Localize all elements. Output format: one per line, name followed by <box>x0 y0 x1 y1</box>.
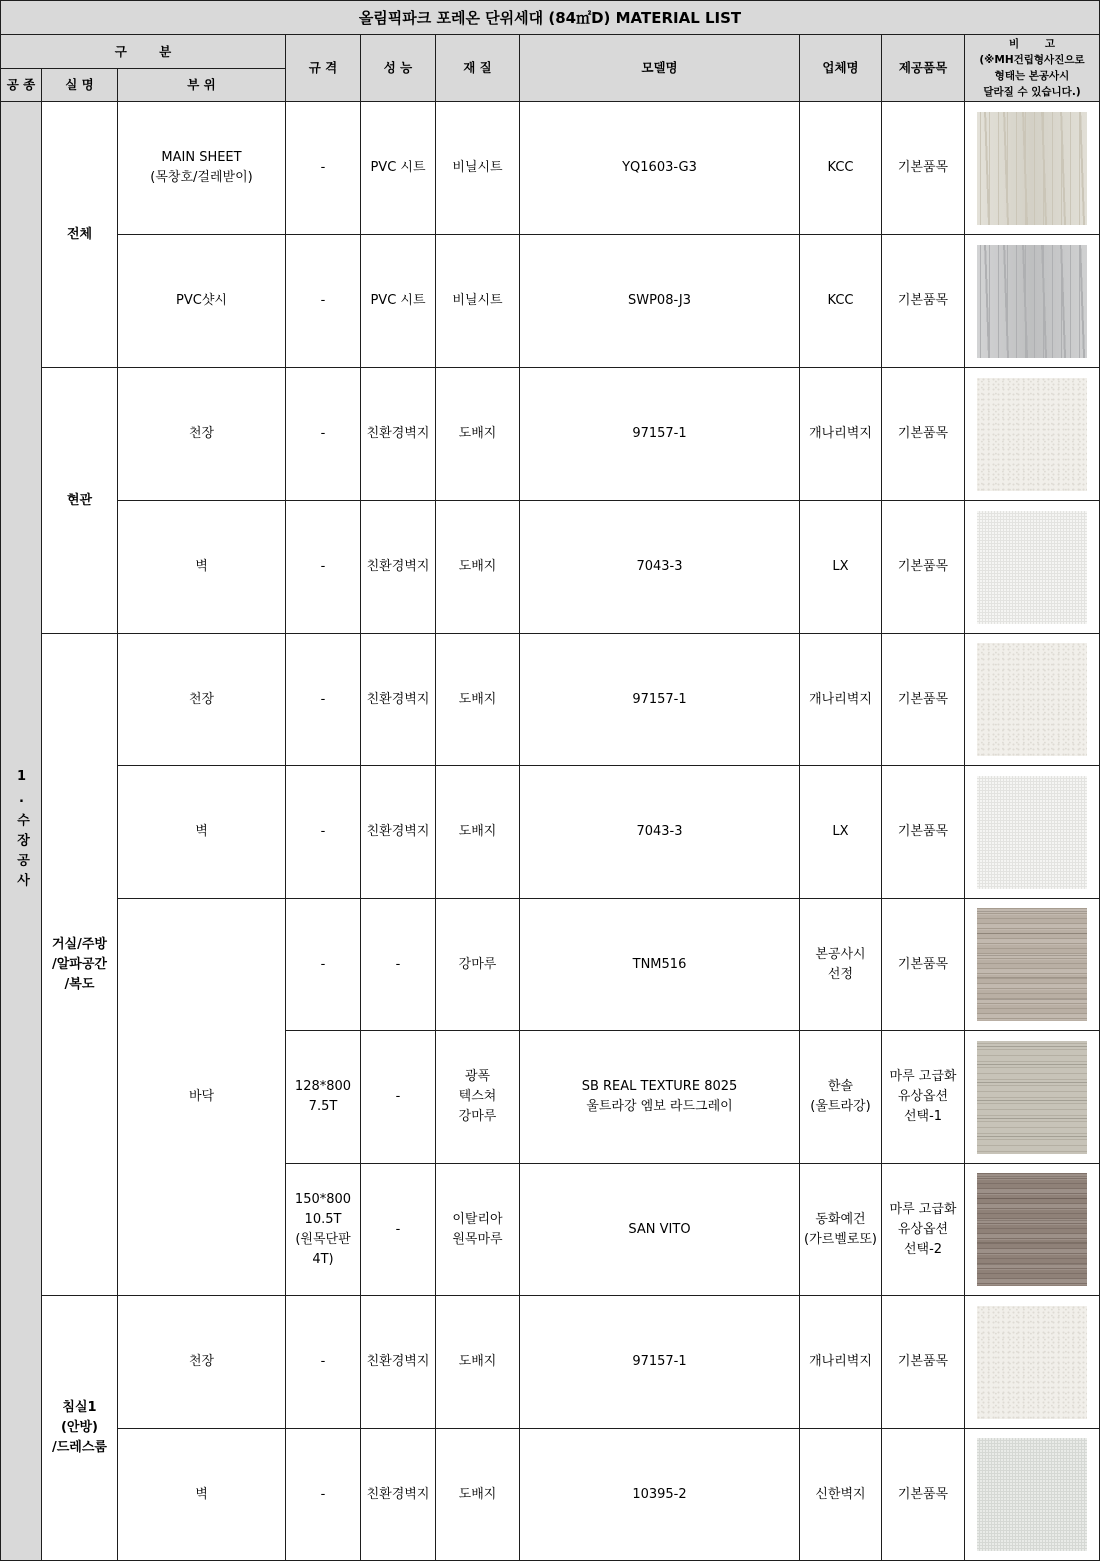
model-cell: 10395-2 <box>520 1429 799 1560</box>
remarks-cell <box>965 1031 1099 1163</box>
header-vendor: 업체명 <box>800 35 881 101</box>
material-swatch <box>977 776 1087 889</box>
header-part: 부 위 <box>118 69 285 101</box>
remarks-cell <box>965 501 1099 633</box>
performance-cell: PVC 시트 <box>361 102 435 234</box>
material-swatch <box>977 1306 1087 1419</box>
vendor-cell: 본공사시 선정 <box>800 899 881 1030</box>
part-cell: 천장 <box>118 634 285 765</box>
vendor-cell: 개나리벽지 <box>800 634 881 765</box>
model-cell: 7043-3 <box>520 501 799 633</box>
model-cell: YQ1603-G3 <box>520 102 799 234</box>
part-cell: 벽 <box>118 766 285 898</box>
supply-cell: 기본품목 <box>882 766 964 898</box>
vendor-cell: 개나리벽지 <box>800 1296 881 1428</box>
part-cell: PVC샷시 <box>118 235 285 367</box>
supply-cell: 마루 고급화 유상옵션 선택-2 <box>882 1164 964 1295</box>
supply-cell: 기본품목 <box>882 102 964 234</box>
header-trade: 공 종 <box>1 69 41 101</box>
header-spec: 규 격 <box>286 35 360 101</box>
model-cell: 97157-1 <box>520 1296 799 1428</box>
material-cell: 도배지 <box>436 634 519 765</box>
material-cell: 이탈리아 원목마루 <box>436 1164 519 1295</box>
spec-cell: - <box>286 368 360 500</box>
vendor-cell: 한솔 (울트라강) <box>800 1031 881 1163</box>
supply-cell: 마루 고급화 유상옵션 선택-1 <box>882 1031 964 1163</box>
room-cell: 침실1 (안방) /드레스룸 <box>42 1296 117 1560</box>
performance-cell: 친환경벽지 <box>361 766 435 898</box>
header-performance: 성 능 <box>361 35 435 101</box>
material-cell: 도배지 <box>436 1429 519 1560</box>
performance-cell: - <box>361 899 435 1030</box>
model-cell: SAN VITO <box>520 1164 799 1295</box>
spec-cell: - <box>286 766 360 898</box>
material-cell: 도배지 <box>436 368 519 500</box>
model-cell: 97157-1 <box>520 634 799 765</box>
performance-cell: 친환경벽지 <box>361 634 435 765</box>
vendor-cell: 신한벽지 <box>800 1429 881 1560</box>
vendor-cell: LX <box>800 501 881 633</box>
spec-cell: - <box>286 102 360 234</box>
material-swatch <box>977 511 1087 624</box>
material-cell: 비닐시트 <box>436 235 519 367</box>
model-cell: 97157-1 <box>520 368 799 500</box>
material-cell: 도배지 <box>436 766 519 898</box>
material-swatch <box>977 643 1087 756</box>
material-swatch <box>977 378 1087 491</box>
spec-cell: - <box>286 634 360 765</box>
material-swatch <box>977 1173 1087 1286</box>
performance-cell: PVC 시트 <box>361 235 435 367</box>
supply-cell: 기본품목 <box>882 235 964 367</box>
vendor-cell: KCC <box>800 102 881 234</box>
trade-label: 1.수장공사 <box>14 769 29 893</box>
material-swatch <box>977 1041 1087 1154</box>
part-cell: 벽 <box>118 1429 285 1560</box>
remarks-cell <box>965 1296 1099 1428</box>
remarks-cell <box>965 1429 1099 1560</box>
spec-cell: 128*800 7.5T <box>286 1031 360 1163</box>
material-cell: 광폭 텍스쳐 강마루 <box>436 1031 519 1163</box>
performance-cell: 친환경벽지 <box>361 1296 435 1428</box>
remarks-cell <box>965 368 1099 500</box>
spec-cell: - <box>286 1429 360 1560</box>
material-swatch <box>977 908 1087 1021</box>
spec-cell: - <box>286 1296 360 1428</box>
performance-cell: - <box>361 1031 435 1163</box>
model-cell: SWP08-J3 <box>520 235 799 367</box>
remarks-note: (※MH건립형사진으로 형태는 본공사시 달라질 수 있습니다.) <box>979 54 1085 98</box>
header-material: 재 질 <box>436 35 519 101</box>
list-title: 올림픽파크 포레온 단위세대 (84㎡D) MATERIAL LIST <box>1 1 1099 34</box>
part-cell: 벽 <box>118 501 285 633</box>
room-cell: 전체 <box>42 102 117 367</box>
performance-cell: 친환경벽지 <box>361 501 435 633</box>
remarks-cell <box>965 634 1099 765</box>
vendor-cell: LX <box>800 766 881 898</box>
vendor-cell: 개나리벽지 <box>800 368 881 500</box>
part-cell: MAIN SHEET (목창호/걸레받이) <box>118 102 285 234</box>
performance-cell: - <box>361 1164 435 1295</box>
performance-cell: 친환경벽지 <box>361 368 435 500</box>
part-cell: 바닥 <box>118 899 285 1295</box>
room-cell: 현관 <box>42 368 117 633</box>
model-cell: 7043-3 <box>520 766 799 898</box>
supply-cell: 기본품목 <box>882 501 964 633</box>
header-division: 구 분 <box>1 35 285 68</box>
remarks-cell <box>965 766 1099 898</box>
remarks-cell <box>965 102 1099 234</box>
header-remarks <box>965 35 1099 101</box>
model-cell: SB REAL TEXTURE 8025 울트라강 엠보 라드그레이 <box>520 1031 799 1163</box>
supply-cell: 기본품목 <box>882 1429 964 1560</box>
material-swatch <box>977 112 1087 225</box>
spec-cell: - <box>286 501 360 633</box>
material-cell: 강마루 <box>436 899 519 1030</box>
part-cell: 천장 <box>118 1296 285 1428</box>
remarks-cell <box>965 235 1099 367</box>
spec-cell: - <box>286 235 360 367</box>
trade-cell <box>1 102 41 1560</box>
material-swatch <box>977 1438 1087 1551</box>
header-model: 모델명 <box>520 35 799 101</box>
model-cell: TNM516 <box>520 899 799 1030</box>
supply-cell: 기본품목 <box>882 1296 964 1428</box>
supply-cell: 기본품목 <box>882 368 964 500</box>
supply-cell: 기본품목 <box>882 634 964 765</box>
material-swatch <box>977 245 1087 358</box>
material-cell: 비닐시트 <box>436 102 519 234</box>
header-supply: 제공품목 <box>882 35 964 101</box>
vendor-cell: KCC <box>800 235 881 367</box>
spec-cell: 150*800 10.5T (원목단판 4T) <box>286 1164 360 1295</box>
header-room: 실 명 <box>42 69 117 101</box>
supply-cell: 기본품목 <box>882 899 964 1030</box>
remarks-cell <box>965 899 1099 1030</box>
part-cell: 천장 <box>118 368 285 500</box>
vendor-cell: 동화예건 (가르벨로또) <box>800 1164 881 1295</box>
spec-cell: - <box>286 899 360 1030</box>
material-cell: 도배지 <box>436 1296 519 1428</box>
room-cell: 거실/주방 /알파공간 /복도 <box>42 634 117 1295</box>
remarks-cell <box>965 1164 1099 1295</box>
material-cell: 도배지 <box>436 501 519 633</box>
remarks-title: 비 고 <box>1009 38 1055 50</box>
performance-cell: 친환경벽지 <box>361 1429 435 1560</box>
